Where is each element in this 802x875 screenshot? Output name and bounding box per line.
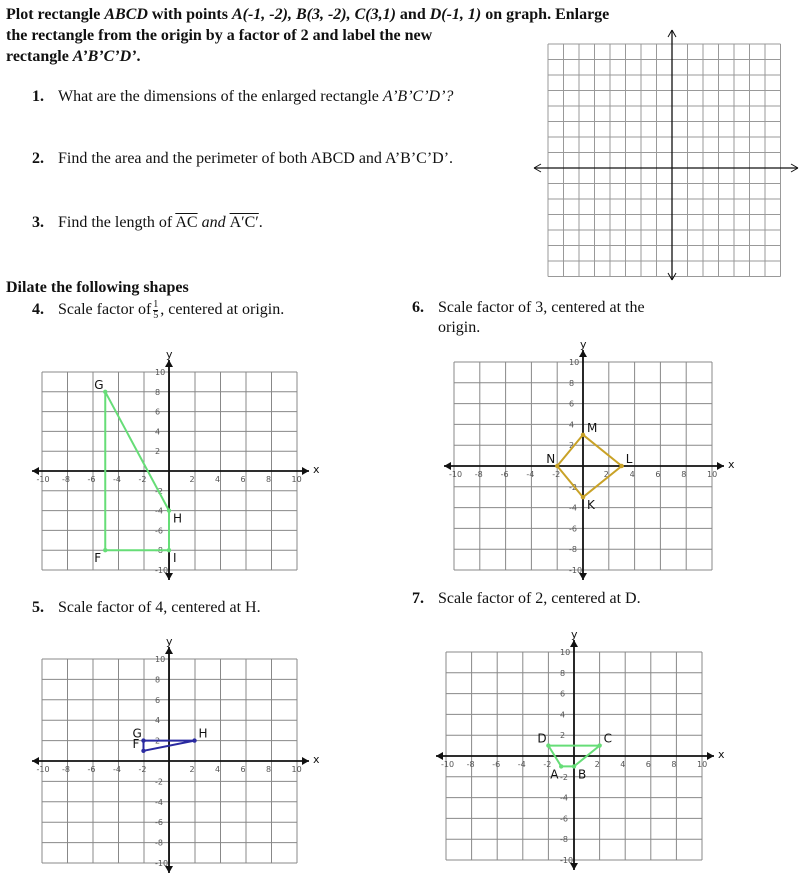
x-tick-label: 6	[655, 470, 661, 479]
x-tick-label: -8	[62, 765, 70, 774]
y-tick-label: -4	[569, 503, 577, 513]
y-tick-label: -4	[560, 793, 568, 803]
vertex-label: C	[603, 731, 612, 746]
x-tick-label: -6	[492, 760, 501, 769]
x-tick-label: -2	[138, 765, 147, 774]
y-tick-label: 2	[560, 731, 566, 741]
x-tick-label: -2	[138, 475, 147, 484]
x-tick-label: 10	[697, 760, 708, 769]
y-tick-label: -4	[155, 506, 163, 516]
y-tick-label: -8	[569, 545, 577, 555]
intro-line-1: Plot rectangle ABCD with points A(-1, -2), B(3, -2), C(3,1) and D(-1, 1) on graph. Enlarge	[6, 6, 610, 23]
y-tick-label: 2	[155, 736, 161, 746]
x-arrow-left	[32, 467, 39, 475]
question-1: 1. What are the dimensions of the enlarged rectangle A’B’C’D’?	[32, 88, 454, 105]
vertex-point	[192, 738, 196, 742]
vertex-label: G	[94, 377, 104, 392]
x-arrow-right	[302, 757, 309, 765]
x-axis-label: x	[718, 748, 725, 761]
x-tick-label: 10	[291, 765, 302, 774]
x-axis-label: x	[313, 463, 320, 476]
x-tick-label: 4	[620, 760, 626, 769]
y-tick-label: -6	[560, 814, 568, 824]
x-tick-label: 6	[240, 765, 246, 774]
y-tick-label: 4	[569, 420, 575, 430]
x-arrow-right	[717, 462, 724, 470]
y-axis-label: y	[571, 628, 578, 641]
y-tick-label: 10	[155, 368, 166, 377]
problem-6: 6. Scale factor of 3, centered at the origin.	[412, 299, 645, 336]
y-tick-label: -10	[560, 856, 574, 865]
y-tick-label: 4	[560, 710, 566, 720]
y-tick-label: 8	[155, 675, 161, 685]
y-tick-label: -8	[155, 838, 163, 848]
x-tick-label: -4	[526, 470, 535, 479]
y-arrow-up	[165, 360, 173, 367]
y-tick-label: 4	[155, 716, 161, 726]
x-tick-label: -10	[441, 760, 455, 769]
y-tick-label: 2	[569, 441, 575, 451]
vertex-point	[167, 548, 171, 552]
x-tick-label: 2	[189, 475, 195, 484]
blank-graph-grid	[530, 28, 802, 284]
vertex-label: F	[132, 736, 140, 751]
y-tick-label: 6	[155, 695, 161, 705]
y-tick-label: 2	[155, 447, 161, 457]
question-2: 2. Find the area and the perimeter of both ABCD and A’B’C’D’.	[32, 150, 454, 167]
x-tick-label: 10	[291, 475, 302, 484]
x-axis-label: x	[728, 458, 735, 471]
x-tick-label: -6	[500, 470, 509, 479]
y-tick-label: 8	[569, 378, 575, 388]
vertex-label: B	[578, 767, 587, 782]
y-tick-label: 8	[560, 668, 566, 678]
x-tick-label: 8	[266, 765, 272, 774]
vertex-point	[620, 464, 624, 468]
intro-line-2: the rectangle from the origin by a factor of 2 and label the new	[6, 27, 433, 44]
x-tick-label: 4	[215, 475, 221, 484]
x-arrow-left	[444, 462, 451, 470]
x-tick-label: -4	[517, 760, 526, 769]
vertex-point	[572, 764, 576, 768]
vertex-label: D	[537, 731, 547, 746]
x-tick-label: -2	[552, 470, 561, 479]
vertex-point	[581, 495, 585, 499]
x-tick-label: -2	[543, 760, 552, 769]
x-tick-label: 2	[603, 470, 609, 479]
x-arrow-left	[32, 757, 39, 765]
graph-problem-7	[428, 630, 728, 872]
vertex-point	[555, 464, 559, 468]
y-tick-label: 6	[569, 399, 575, 409]
y-tick-label: 10	[155, 655, 166, 664]
vertex-label: L	[625, 452, 633, 466]
blank-grid-lines	[534, 30, 798, 280]
y-arrow-up	[579, 350, 587, 357]
y-axis-label: y	[580, 338, 587, 351]
vertex-point	[581, 433, 585, 437]
x-tick-label: 6	[240, 475, 246, 484]
vertex-point	[559, 764, 563, 768]
vertex-label: G	[132, 726, 142, 741]
x-tick-label: 4	[215, 765, 221, 774]
y-tick-label: -6	[155, 818, 163, 828]
vertex-point	[103, 548, 107, 552]
x-arrow-right	[302, 467, 309, 475]
x-tick-label: 8	[671, 760, 677, 769]
y-tick-label: 4	[155, 427, 161, 437]
x-tick-label: -10	[449, 470, 463, 479]
vertex-label: N	[546, 452, 556, 466]
fraction-one-fifth: $\frac{1}{5}$	[153, 299, 159, 321]
y-arrow-up	[165, 647, 173, 654]
x-tick-label: 6	[645, 760, 651, 769]
x-tick-label: 2	[594, 760, 600, 769]
y-tick-label: 10	[560, 648, 571, 657]
graph-problem-6	[436, 340, 738, 580]
vertex-point	[141, 738, 145, 742]
x-tick-label: -4	[113, 765, 121, 774]
x-axis-label: x	[313, 753, 320, 766]
vertex-point	[546, 743, 550, 747]
x-tick-label: -8	[62, 475, 70, 484]
y-tick-label: 10	[569, 358, 580, 367]
y-tick-label: -4	[155, 797, 163, 807]
y-arrow-up	[570, 640, 578, 647]
x-tick-label: -10	[36, 475, 50, 484]
x-tick-label: 4	[629, 470, 635, 479]
y-tick-label: -10	[155, 859, 169, 868]
x-tick-label: -4	[113, 475, 121, 484]
y-tick-label: -2	[155, 486, 163, 496]
problem-7: 7. Scale factor of 2, centered at D.	[412, 590, 641, 607]
problem-4: 4. Scale factor of $\frac{1}{5}$ , centered at origin.	[32, 299, 285, 321]
vertex-label: M	[587, 420, 598, 435]
y-tick-label: -6	[569, 524, 577, 534]
graph-problem-5	[28, 633, 320, 873]
vertex-label: F	[94, 551, 102, 566]
y-tick-label: -2	[569, 482, 577, 492]
section-title: Dilate the following shapes	[6, 279, 189, 296]
vertex-point	[103, 390, 107, 394]
y-axis-label: y	[166, 348, 173, 361]
y-tick-label: -2	[560, 772, 568, 782]
x-tick-label: 8	[681, 470, 687, 479]
y-axis-label: y	[166, 635, 173, 648]
vertex-label: A	[550, 767, 559, 782]
y-tick-label: -6	[155, 526, 163, 536]
vertex-label: H	[173, 511, 183, 526]
y-tick-label: 8	[155, 387, 161, 397]
vertex-label: H	[198, 726, 208, 741]
vertex-label: I	[173, 551, 177, 566]
vertex-point	[141, 749, 145, 753]
x-tick-label: -6	[87, 475, 96, 484]
x-tick-label: -6	[87, 765, 96, 774]
y-tick-label: -10	[155, 566, 169, 575]
vertex-label: K	[587, 498, 595, 513]
x-tick-label: -8	[474, 470, 483, 479]
question-3: 3. Find the length of $\overline{AC}$ and A′C′.	[32, 214, 263, 231]
problem-5: 5. Scale factor of 4, centered at H.	[32, 599, 261, 616]
graph-problem-4	[28, 350, 318, 582]
y-tick-label: 6	[560, 689, 566, 699]
y-tick-label: -8	[155, 546, 163, 556]
x-tick-label: -10	[36, 765, 50, 774]
x-arrow-left	[436, 752, 443, 760]
intro-line-3: rectangle A’B’C’D’.	[6, 48, 141, 65]
x-tick-label: -8	[466, 760, 475, 769]
y-tick-label: -10	[569, 566, 583, 575]
x-arrow-right	[707, 752, 714, 760]
x-tick-label: 10	[707, 470, 718, 479]
x-tick-label: 8	[266, 475, 272, 484]
x-tick-label: 2	[189, 765, 195, 774]
vertex-point	[597, 743, 601, 747]
y-tick-label: -2	[155, 777, 163, 787]
y-tick-label: -8	[560, 835, 568, 845]
vertex-point	[167, 508, 171, 512]
y-tick-label: 6	[155, 407, 161, 417]
